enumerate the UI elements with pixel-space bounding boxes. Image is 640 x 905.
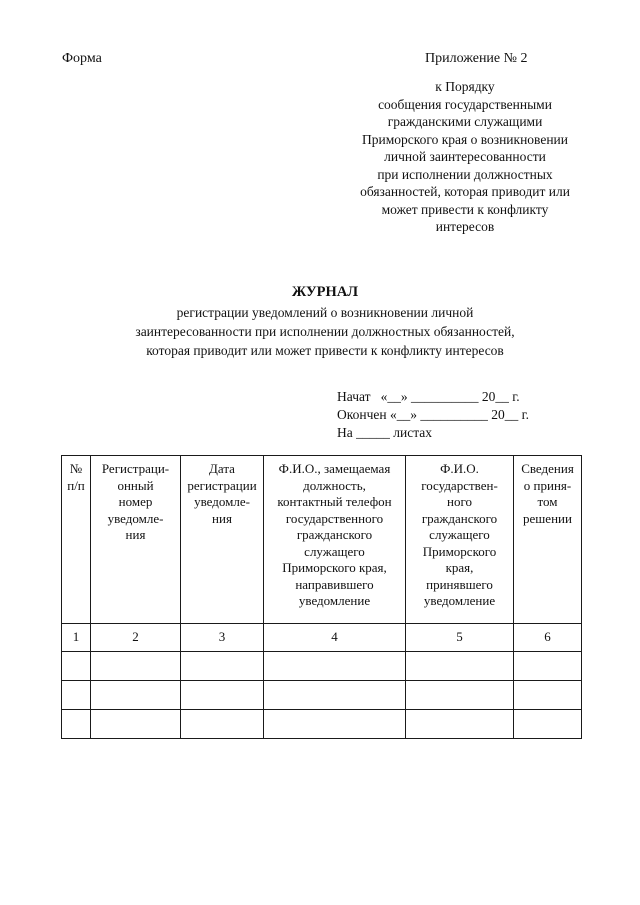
period-started: Начат «__» __________ 20__ г.	[337, 389, 520, 404]
table-row	[62, 710, 582, 739]
table-cell	[181, 652, 264, 681]
column-number-row	[62, 624, 582, 652]
table-cell	[62, 652, 91, 681]
table-cell	[91, 652, 181, 681]
appendix-line: при исполнении должностных	[377, 166, 553, 182]
column-header: Регистраци- онный номер уведомле- ния	[91, 456, 181, 624]
table-row	[62, 652, 582, 681]
table-cell	[62, 710, 91, 739]
column-header: № п/п	[62, 456, 91, 624]
table-cell	[406, 681, 514, 710]
table-cell	[514, 710, 582, 739]
journal-subtitle-line: заинтересованности при исполнении должностных обязанностей,	[135, 324, 515, 339]
column-header: Дата регистрации уведомле- ния	[181, 456, 264, 624]
appendix-line: гражданскими служащими	[387, 114, 543, 129]
table-cell	[514, 652, 582, 681]
column-number: 4	[264, 624, 406, 652]
table-header-row	[62, 456, 582, 624]
table-row	[62, 681, 582, 710]
appendix-line: личной заинтересованности	[384, 149, 546, 164]
table-cell	[264, 710, 406, 739]
appendix-line: к Порядку	[435, 79, 495, 94]
appendix-line: интересов	[435, 219, 495, 234]
appendix-block	[330, 78, 600, 236]
journal-subtitle	[0, 303, 640, 360]
journal-period	[337, 388, 529, 442]
table-cell	[264, 652, 406, 681]
appendix-line: обязанностей, которая приводит или	[360, 184, 570, 199]
journal-subtitle-line: которая приводит или может привести к конфликту интересов	[146, 343, 504, 358]
table-cell	[91, 710, 181, 739]
period-ended: Окончен «__» __________ 20__ г.	[337, 407, 529, 422]
table-cell	[181, 710, 264, 739]
column-number: 5	[406, 624, 514, 652]
column-number: 3	[181, 624, 264, 652]
table-cell	[62, 681, 91, 710]
registry-table	[61, 455, 582, 739]
appendix-line: сообщения государственными	[378, 96, 552, 112]
appendix-line: может привести к конфликту	[381, 201, 549, 217]
table-cell	[91, 681, 181, 710]
column-number: 6	[514, 624, 582, 652]
table-cell	[514, 681, 582, 710]
table-cell	[406, 652, 514, 681]
table-cell	[181, 681, 264, 710]
journal-subtitle-line: регистрации уведомлений о возникновении личной	[176, 305, 474, 320]
period-sheets: На _____ листах	[337, 425, 433, 440]
column-header: Ф.И.О., замещаемая должность, контактный телефон государственного гражданского служащего Приморского края, направившего уведомление	[264, 456, 406, 624]
column-number: 1	[62, 624, 91, 652]
table-cell	[264, 681, 406, 710]
table-cell	[406, 710, 514, 739]
empty-rows-body	[62, 652, 582, 739]
column-number: 2	[91, 624, 181, 652]
column-header: Ф.И.О. государствен- ного гражданского служащего Приморского края, принявшего уведомление	[406, 456, 514, 624]
column-header: Сведения о приня- том решении	[514, 456, 582, 624]
appendix-title: Приложение № 2	[425, 51, 528, 66]
form-label: Форма	[62, 51, 102, 66]
appendix-line: Приморского края о возникновении	[361, 131, 569, 147]
journal-title: ЖУРНАЛ	[291, 284, 359, 300]
